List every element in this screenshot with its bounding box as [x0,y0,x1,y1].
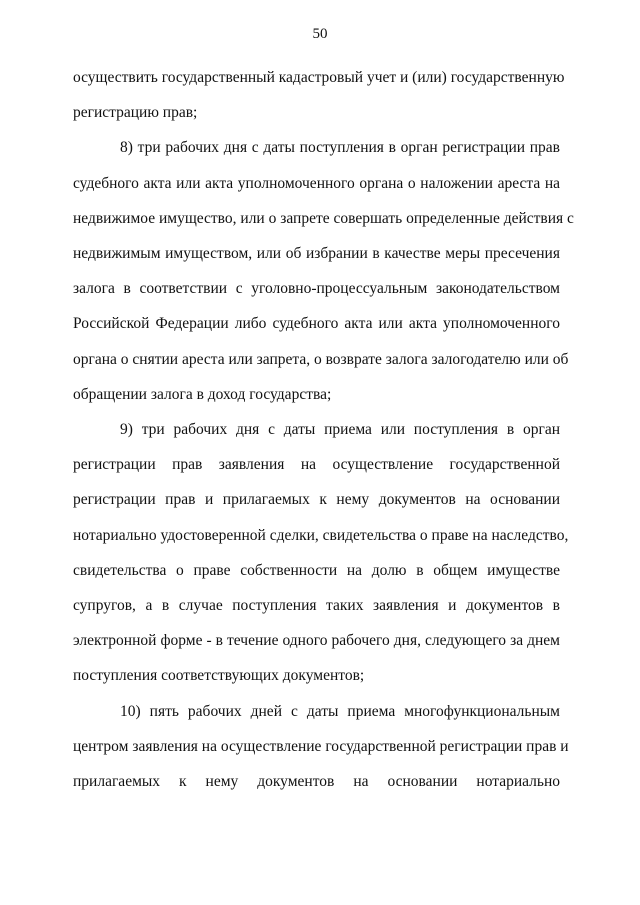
paragraph-continuation [73,60,565,130]
text-line: 9) три рабочих дня с даты приема или поступления в орган [120,421,560,439]
text-line: 10) пять рабочих дней с даты приема многофункциональным [120,702,560,720]
text-line: осуществить государственный кадастровый учет и (или) государственную [73,69,565,86]
document-body [73,60,574,799]
text-line: регистрации прав и прилагаемых к нему документов на основании [73,491,560,509]
text-line: 8) три рабочих дня с даты поступления в орган регистрации прав [120,139,560,157]
text-line: супругов, а в случае поступления таких заявления и документов в [73,597,560,615]
text-line: центром заявления на осуществление государственной регистрации прав и [73,737,569,755]
text-line: регистрацию прав; [73,104,198,122]
paragraph-item-8 [73,130,574,412]
paragraph-item-10 [73,694,569,800]
text-line: недвижимое имущество, или о запрете совершать определенные действия с [73,209,574,227]
text-line: прилагаемых к нему документов на основании нотариально [73,773,560,791]
text-line: обращении залога в доход государства; [73,385,332,403]
text-line: органа о снятии ареста или запрета, о возврате залога залогодателю или об [73,350,569,368]
text-line: недвижимым имуществом, или об избрании в качестве меры пресечения [73,245,560,263]
text-line: нотариально удостоверенной сделки, свидетельства о праве на наследство, [73,526,569,544]
text-line: свидетельства о праве собственности на долю в общем имуществе [73,561,560,579]
text-line: судебного акта или акта уполномоченного органа о наложении ареста на [73,174,560,192]
text-line: регистрации прав заявления на осуществление государственной [73,456,560,474]
text-line: поступления соответствующих документов; [73,667,365,685]
text-line: электронной форме - в течение одного рабочего дня, следующего за днем [73,632,560,650]
text-line: Российской Федерации либо судебного акта или акта уполномоченного [73,315,560,333]
paragraph-item-9 [73,412,569,694]
text-line: залога в соответствии с уголовно-процессуальным законодательством [73,280,560,298]
page-number: 50 [312,26,328,42]
